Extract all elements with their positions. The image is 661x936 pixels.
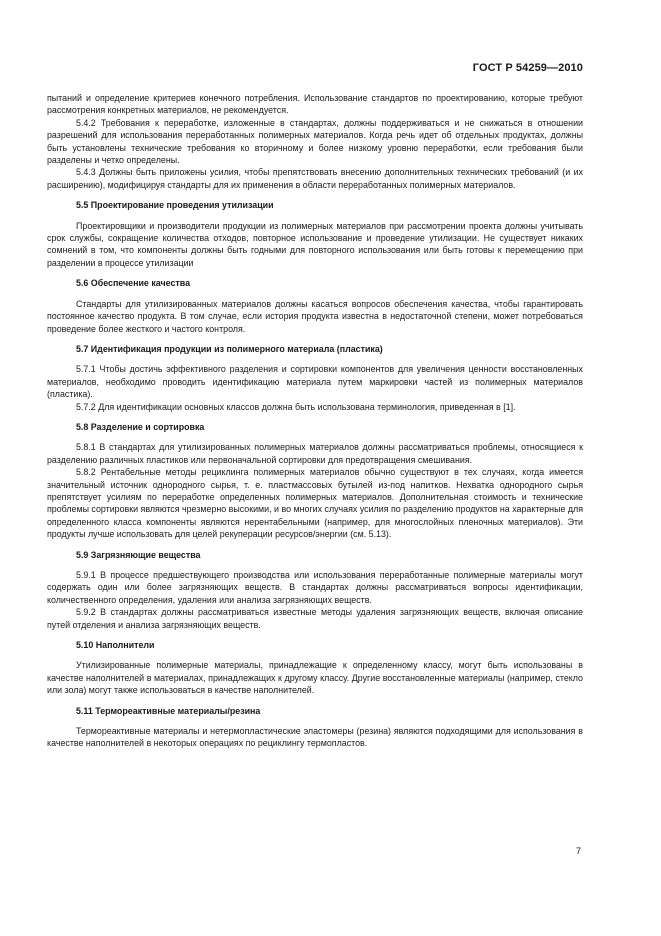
paragraph: 5.9.2 В стандартах должны рассматриваться известные методы удаления загрязняющих веществ, включая описание путей отделения и анализа загрязняющих веществ. (47, 607, 583, 630)
section-heading-5-6: 5.6 Обеспечение качества (76, 278, 191, 289)
section-heading-5-9: 5.9 Загрязняющие вещества (76, 549, 201, 560)
section-heading-5-10: 5.10 Наполнители (76, 640, 155, 651)
paragraph: 5.8.2 Рентабельные методы рециклинга полимерных материалов обычно существуют в тех случаях, когда имеется значительный источник однородного сырья, т. е. пластмассовых бутылей из-под напитков. Нехватка однородного сырья препятствует усилиям по переработке определенных полимерных материалов. Дополнительная стоимость и технические проблемы сортировки являются чрезмерно высокими, и во многих случаях усилия по разделению продуктов на характерные для определенного класса компоненты являются нерентабельными (например, для многослойных пленочных материалов). Эти продукты лучше использовать для целей рекуперации ресурсов/энергии (см. 5.13). (47, 467, 584, 540)
section-heading-5-8: 5.8 Разделение и сортировка (76, 421, 205, 432)
paragraph: Термореактивные материалы и нетермопластические эластомеры (резина) являются подходящими для использования в качестве наполнителей в некоторых операциях по рециклингу термопластов. (47, 726, 583, 749)
paragraph: Проектировщики и производители продукции из полимерных материалов при рассмотрении проекта должны учитывать срок службы, сокращение количества отходов, повторное использование и проведение утилизации. Не существует никаких сомнений в том, что компоненты должны быть годными для повторного использования или быть готовы к перемещению при разделении в процессе утилизации (47, 220, 583, 268)
paragraph: 5.7.2 Для идентификации основных классов должна быть использована терминология, приведенная в [1]. (76, 401, 516, 412)
section-heading-5-7: 5.7 Идентификация продукции из полимерного материала (пластика) (76, 343, 383, 354)
paragraph: Утилизированные полимерные материалы, принадлежащие к определенному классу, могут быть использованы в качестве наполнителей в материалах, принадлежащих к другому классу. Другие восстановленные материалы (например, стекло или зола) могут также использоваться в качестве наполнителей. (47, 660, 583, 696)
paragraph: 5.4.3 Должны быть приложены усилия, чтобы препятствовать внесению дополнительных технических требований (и их расширению), модифицируя стандарты для их применения в области переработанных полимерных материалов. (47, 167, 583, 190)
paragraph: 5.4.2 Требования к переработке, изложенные в стандартах, должны поддерживаться и не снижаться в отношении разрешений для использования переработанных полимерных материалов. Когда речь идет об отдельных продуктах, должны быть установлены технические требования ко вторичному и более низкому уровню переработки, если требования были разделены и четко определены. (47, 117, 583, 166)
paragraph: 5.9.1 В процессе предшествующего производства или использования переработанные полимерные материалы могут содержать один или более загрязняющих веществ. В стандартах должны рассматриваться вопросы идентификации, количественного определения, удаления или анализа загрязняющих веществ. (47, 570, 583, 605)
section-heading-5-5: 5.5 Проектирование проведения утилизации (76, 200, 274, 211)
paragraph: Стандарты для утилизированных материалов должны касаться вопросов обеспечения качества, чтобы гарантировать постоянное качество продукта. В том случае, если история продукта известна в недостаточной степени, может потребоваться проведение более жесткого и частого контроля. (47, 298, 583, 334)
paragraph: пытаний и определение критериев конечного потребления. Использование стандартов по проектированию, которые требуют рассмотрения конкретных материалов, не рекомендуется. (47, 93, 583, 116)
document-code: ГОСТ Р 54259—2010 (472, 62, 583, 74)
page-body (47, 92, 583, 750)
page-number: 7 (575, 846, 581, 856)
paragraph: 5.7.1 Чтобы достичь эффективного разделения и сортировки компонентов для увеличения ценности восстановленных материалов, необходимо проводить идентификацию материала путем маркировки частей из полимерных материалов (пластика). (47, 364, 583, 400)
section-heading-5-11: 5.11 Термореактивные материалы/резина (76, 705, 261, 716)
paragraph: 5.8.1 В стандартах для утилизированных полимерных материалов должны рассматриваться проблемы, относящиеся к разделению различных пластиков или первоначальной сортировки для предотвращения смешивания. (47, 442, 583, 465)
